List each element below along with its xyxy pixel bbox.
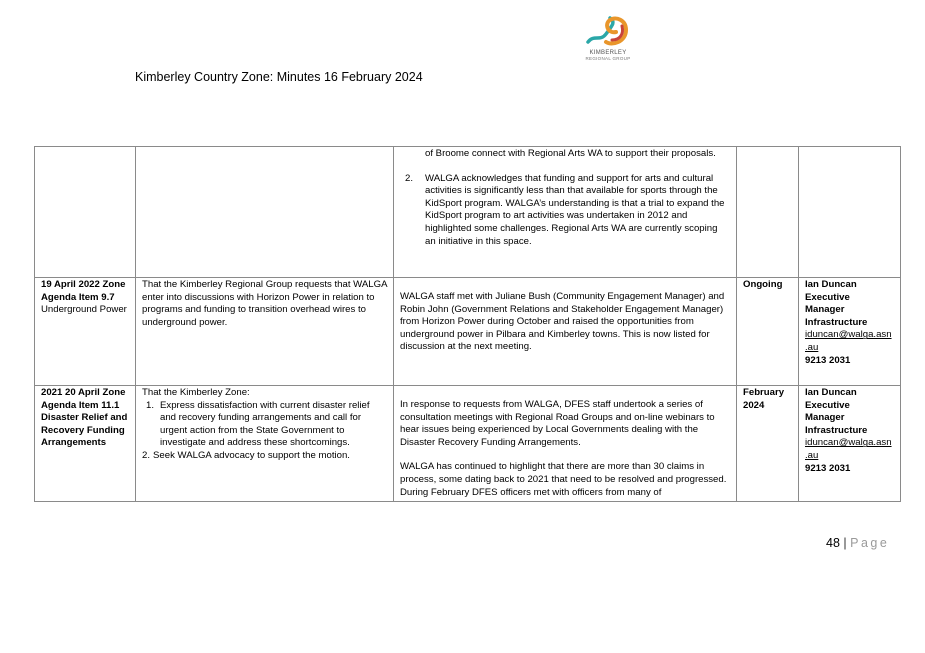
resolution-cell bbox=[136, 278, 394, 386]
timeframe-text: Ongoing bbox=[743, 279, 783, 290]
resolution-cell bbox=[136, 386, 394, 502]
contact-email-link[interactable]: iduncan@walga.asn bbox=[805, 329, 892, 341]
contact-title: Executive bbox=[805, 291, 850, 303]
contact-email-link[interactable]: .au bbox=[805, 341, 819, 353]
update-paragraph: WALGA has continued to highlight that there are more than 30 claims in process, some dating back to 2021 that need to be resolved and progressed. During February DFES officers met with officers from many of bbox=[400, 461, 727, 498]
resolution-item bbox=[142, 450, 387, 463]
logo-swirl-icon bbox=[582, 12, 634, 50]
update-paragraph: In response to requests from WALGA, DFES staff undertook a series of consultation meetings with Regional Road Groups and on-line webinars to hear issues being experienced by Local Governments dealing with the Disaster Recovery Funding Arrangements. bbox=[400, 399, 715, 448]
item-cell bbox=[35, 147, 136, 278]
update-cell bbox=[394, 386, 737, 502]
item-cell bbox=[35, 278, 136, 386]
contact-title: Executive bbox=[805, 399, 850, 411]
contact-name: Ian Duncan bbox=[805, 279, 857, 290]
logo-subtext: REGIONAL GROUP bbox=[585, 56, 631, 61]
page-separator: | bbox=[843, 536, 847, 550]
item-text: Seek WALGA advocacy to support the motion. bbox=[153, 449, 350, 461]
timeframe-text: 2024 bbox=[743, 399, 765, 411]
page-label: Page bbox=[850, 536, 890, 550]
timeframe-cell bbox=[737, 278, 799, 386]
table-row bbox=[35, 386, 901, 502]
document-title: Kimberley Country Zone: Minutes 16 February 2024 bbox=[135, 70, 423, 84]
update-cell bbox=[394, 147, 737, 278]
resolution-text: That the Kimberley Regional Group requests that WALGA enter into discussions with Horizon Power in relation to programs and funding to transition overhead wires to underground power. bbox=[142, 279, 387, 328]
contact-name: Ian Duncan bbox=[805, 387, 857, 398]
contact-title: Infrastructure bbox=[805, 424, 868, 436]
contact-title: Manager bbox=[805, 412, 845, 424]
contact-title: Infrastructure bbox=[805, 316, 868, 328]
contact-cell bbox=[799, 278, 901, 386]
item-text bbox=[160, 400, 387, 450]
resolution-item bbox=[142, 400, 387, 450]
page-number: 48 bbox=[826, 536, 840, 550]
item-text: WALGA acknowledges that funding and support for arts and cultural activities is significantly less than that available for sports through the KidSport program. WALGA’s understanding is that a trial to expand the KidSport program to art activities was undertaken in 2012 and highlighted some challenges. Regional Arts WA are currently scoping an initiative in this space. bbox=[425, 172, 725, 247]
kimberley-regional-group-logo bbox=[578, 12, 638, 66]
contact-email-link[interactable]: iduncan@walga.asn bbox=[805, 437, 892, 449]
resolution-cell bbox=[136, 147, 394, 278]
contact-email-link[interactable]: .au bbox=[805, 449, 819, 461]
logo-text: KIMBERLEY bbox=[589, 50, 627, 56]
minutes-table bbox=[34, 146, 901, 502]
timeframe-cell bbox=[737, 386, 799, 502]
resolution-intro: That the Kimberley Zone: bbox=[142, 387, 250, 398]
contact-phone: 9213 2031 bbox=[805, 462, 851, 474]
item-text-content: Express dissatisfaction with current disaster relief and recovery funding arrangements and call for urgent action from the State Government to investigate and address these shortcomings. bbox=[160, 399, 370, 449]
item-number: 1. bbox=[146, 399, 155, 411]
item-number: 2. bbox=[405, 172, 414, 184]
contact-cell bbox=[799, 386, 901, 502]
update-item: of Broome connect with Regional Arts WA to support their proposals. bbox=[425, 148, 716, 159]
contact-phone: 9213 2031 bbox=[805, 354, 851, 366]
table-row bbox=[35, 278, 901, 386]
contact-title: Manager bbox=[805, 304, 845, 316]
update-item bbox=[400, 173, 730, 249]
timeframe-text: February bbox=[743, 387, 785, 398]
item-number: 2. bbox=[142, 449, 151, 461]
timeframe-cell bbox=[737, 147, 799, 278]
contact-cell bbox=[799, 147, 901, 278]
agenda-item-title: 2021 20 April Zone Agenda Item 11.1 Disaster Relief and Recovery Funding Arrangements bbox=[41, 387, 128, 449]
agenda-item-subject: Underground Power bbox=[41, 304, 127, 316]
update-cell bbox=[394, 278, 737, 386]
page-footer bbox=[826, 536, 889, 550]
table-row bbox=[35, 147, 901, 278]
agenda-item-title: 19 April 2022 Zone Agenda Item 9.7 bbox=[41, 279, 126, 303]
item-cell bbox=[35, 386, 136, 502]
update-text: WALGA staff met with Juliane Bush (Community Engagement Manager) and Robin John (Government Relations and Stakeholder Engagement Manager) from Horizon Power during October and raised the opportunities from underground power in Pilbara and Kimberley towns. This is now listed for discussion at the next meeting. bbox=[400, 291, 725, 353]
